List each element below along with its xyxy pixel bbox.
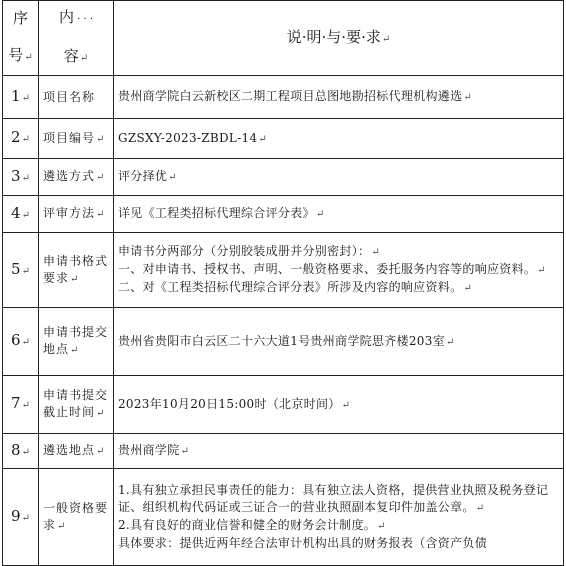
row-label: 申请书格式要求↵ [39, 233, 114, 308]
row-value: GZSXY-2023-ZBDL-14↵ [114, 119, 564, 159]
row-label: 项目编号↵ [39, 119, 114, 159]
table-row [3, 434, 564, 469]
row-number: 9↵ [3, 469, 39, 566]
table-row [3, 119, 564, 159]
content-header-bottom [43, 48, 109, 67]
row-line: 具体要求：提供近两年经合法审计机构出具的财务报表（含资产负债 [118, 536, 488, 550]
row-value [114, 233, 564, 308]
table-row [3, 233, 564, 308]
table-row [3, 159, 564, 196]
table-row [3, 376, 564, 434]
content-header-bottom-text: 容 [63, 47, 79, 65]
row-label: 一般资格要求↵ [39, 469, 114, 566]
row-label: 遴选地点↵ [39, 434, 114, 469]
row-label: 项目名称 [39, 76, 114, 119]
row-number: 7↵ [3, 376, 39, 434]
desc-header-text: 说·明·与·要·求 [286, 27, 381, 46]
row-line: 1.具有独立承担民事责任的能力：具有独立法人资格，提供营业执照及税务登记证、组织机构代码证或三证合一的营业执照副本复印件加盖公章。↵ [118, 483, 549, 514]
seq-header-bottom-text: 号 [8, 46, 24, 64]
row-label: 申请书提交截止时间↵ [39, 376, 114, 434]
row-number: 5↵ [3, 233, 39, 308]
row-value: 详见《工程类招标代理综合评分表》↵ [114, 196, 564, 233]
paragraph-mark: ↵ [79, 53, 89, 64]
content-header-top: 内 · · · [58, 8, 94, 26]
row-number: 6↵ [3, 308, 39, 376]
row-value [114, 469, 564, 566]
seq-header [3, 1, 39, 76]
row-value: 2023年10月20日15:00时（北京时间）↵ [114, 376, 564, 434]
table-row [3, 196, 564, 233]
table-row [3, 469, 564, 566]
paragraph-mark: ↵ [381, 33, 391, 45]
row-number: 8↵ [3, 434, 39, 469]
row-number: 2↵ [3, 119, 39, 159]
row-value: 评分择优↵ [114, 159, 564, 196]
content-header-top-text: 内 [58, 8, 74, 26]
row-line: 申请书分两部分（分别胶装成册并分别密封）：↵ [118, 244, 380, 258]
content-header [39, 1, 114, 76]
seq-header-top: 序 [12, 9, 28, 27]
paragraph-mark: ↵ [24, 52, 33, 63]
row-label: 评审方法↵ [39, 196, 114, 233]
table-header-row [3, 1, 564, 76]
row-label: 申请书提交地点↵ [39, 308, 114, 376]
row-number: 4↵ [3, 196, 39, 233]
requirements-table [2, 0, 564, 566]
row-line: 一、对申请书、授权书、声明、一般资格要求、委托服务内容等的响应资料。↵ [118, 262, 546, 276]
row-value: 贵州商学院↵ [114, 434, 564, 469]
row-value: 贵州省贵阳市白云区二十六大道1号贵州商学院思齐楼203室↵ [114, 308, 564, 376]
row-number: 1↵ [3, 76, 39, 119]
table-row [3, 76, 564, 119]
row-label: 遴选方式↵ [39, 159, 114, 196]
row-number: 3↵ [3, 159, 39, 196]
row-value: 贵州商学院白云新校区二期工程项目总图地勘招标代理机构遴选↵ [114, 76, 564, 119]
row-line: 2.具有良好的商业信誉和健全的财务会计制度。↵ [118, 518, 386, 532]
table-row [3, 308, 564, 376]
seq-header-bottom [3, 47, 38, 66]
row-line: 二、对《工程类招标代理综合评分表》所涉及内容的响应资料。↵ [118, 280, 473, 294]
desc-header [114, 1, 564, 76]
